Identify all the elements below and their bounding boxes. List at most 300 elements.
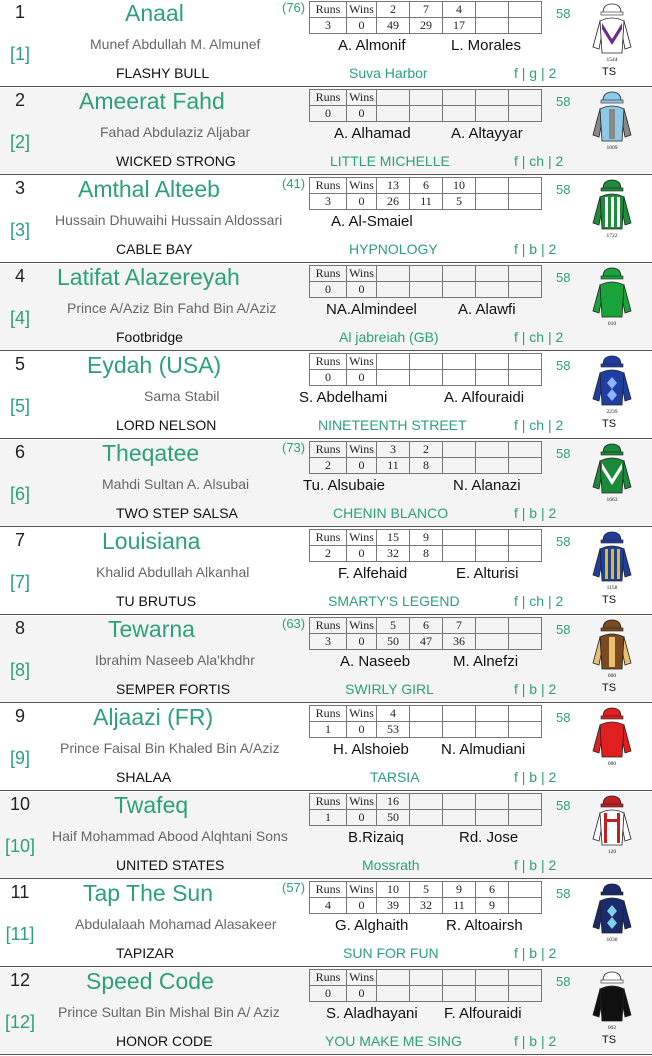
sire-name: Footbridge xyxy=(116,329,183,345)
horse-name[interactable]: Ameerat Fahd xyxy=(79,88,225,114)
stat-cell: 49 xyxy=(377,18,410,34)
stat-cell: 32 xyxy=(377,546,410,562)
draw-number: [8] xyxy=(9,660,30,680)
jockey-name[interactable]: A. Almonif xyxy=(338,37,406,54)
weight: 58 xyxy=(556,358,571,373)
jockey-silks-icon xyxy=(590,443,634,505)
jockey-silks-icon xyxy=(590,795,634,857)
jockey-name[interactable]: S. Aladhayani xyxy=(326,1005,418,1022)
horse-info: f | b | 2 xyxy=(514,857,557,873)
stat-cell xyxy=(443,530,476,546)
stat-cell xyxy=(476,90,509,106)
jockey-name[interactable]: F. Alfehaid xyxy=(338,565,408,582)
stat-cell: 8 xyxy=(410,546,443,562)
draw-number: [1] xyxy=(9,44,30,64)
stat-cell: 26 xyxy=(377,194,410,210)
stat-cell xyxy=(509,282,542,298)
sire-name: CABLE BAY xyxy=(116,241,193,257)
rating: (73) xyxy=(282,440,306,455)
weight: 58 xyxy=(556,6,571,21)
draw-number: [9] xyxy=(9,748,30,768)
stat-cell xyxy=(509,106,542,122)
runs-label: Runs xyxy=(310,2,347,18)
runs-value: 0 xyxy=(310,282,347,298)
runs-label: Runs xyxy=(310,706,347,722)
runs-value: 3 xyxy=(310,194,347,210)
silk-number: 1158 xyxy=(606,585,618,591)
ts-marker: TS xyxy=(602,1034,617,1046)
stat-cell xyxy=(443,706,476,722)
runner-card[interactable] xyxy=(0,528,652,615)
silk-number: 1030 xyxy=(606,937,618,943)
runner-card[interactable] xyxy=(0,704,652,791)
wins-label: Wins xyxy=(347,442,377,458)
trainer-name[interactable]: M. Alnefzi xyxy=(453,653,519,670)
runner-card[interactable] xyxy=(0,616,652,703)
stat-cell xyxy=(443,370,476,386)
stat-cell: 9 xyxy=(476,898,509,914)
ts-marker: TS xyxy=(602,418,617,430)
weight: 58 xyxy=(556,886,571,901)
stat-cell xyxy=(509,898,542,914)
form-table xyxy=(309,89,542,122)
runs-value: 1 xyxy=(310,722,347,738)
silk-number: 1009 xyxy=(606,145,618,151)
horse-name[interactable]: Eydah (USA) xyxy=(87,352,222,378)
stat-cell: 5 xyxy=(377,618,410,634)
stat-cell xyxy=(443,722,476,738)
horse-name[interactable]: Tap The Sun xyxy=(83,880,214,906)
stat-cell xyxy=(410,282,443,298)
horse-info: f | g | 2 xyxy=(514,65,557,81)
stat-cell: 32 xyxy=(410,898,443,914)
stat-cell: 4 xyxy=(443,2,476,18)
rating: (57) xyxy=(282,880,306,895)
rating: (41) xyxy=(282,176,306,191)
stat-cell xyxy=(509,194,542,210)
wins-label: Wins xyxy=(347,706,377,722)
runner-number: 6 xyxy=(14,442,25,462)
stat-cell xyxy=(509,266,542,282)
stat-cell xyxy=(377,970,410,986)
stat-cell xyxy=(509,882,542,898)
stat-cell: 8 xyxy=(410,458,443,474)
silk-number: 1663 xyxy=(606,497,618,503)
stat-cell: 17 xyxy=(443,18,476,34)
sire-name: SEMPER FORTIS xyxy=(116,681,231,697)
form-table xyxy=(309,177,542,210)
stat-cell xyxy=(509,530,542,546)
stat-cell xyxy=(476,18,509,34)
wins-value: 0 xyxy=(347,18,377,34)
jockey-silks-icon xyxy=(590,355,634,417)
horse-info: f | ch | 2 xyxy=(514,329,564,345)
stat-cell xyxy=(443,458,476,474)
runner-card[interactable] xyxy=(0,792,652,879)
horse-info: f | b | 2 xyxy=(514,241,557,257)
horse-info: f | ch | 2 xyxy=(514,417,564,433)
runs-value: 3 xyxy=(310,18,347,34)
runner-number: 7 xyxy=(14,530,25,550)
owner-name: Mahdi Sultan A. Alsubai xyxy=(102,476,250,492)
stat-cell: 6 xyxy=(476,882,509,898)
weight: 58 xyxy=(556,622,571,637)
owner-name: Abdulalaah Mohamad Alasakeer xyxy=(75,916,277,932)
stat-cell xyxy=(476,106,509,122)
jockey-name[interactable]: G. Alghaith xyxy=(335,917,409,934)
runs-label: Runs xyxy=(310,442,347,458)
stat-cell xyxy=(476,986,509,1002)
trainer-name[interactable]: N. Almudiani xyxy=(441,741,526,758)
weight: 58 xyxy=(556,446,571,461)
horse-info: f | b | 2 xyxy=(514,945,557,961)
jockey-name[interactable]: B.Rizaiq xyxy=(348,829,404,846)
draw-number: [11] xyxy=(5,924,35,944)
stat-cell xyxy=(476,458,509,474)
runner-number: 12 xyxy=(9,970,31,990)
horse-name[interactable]: Louisiana xyxy=(102,528,201,554)
runner-card[interactable] xyxy=(0,0,652,87)
trainer-name[interactable]: E. Alturisi xyxy=(456,565,519,582)
stat-cell xyxy=(410,986,443,1002)
wins-value: 0 xyxy=(347,546,377,562)
form-table xyxy=(309,529,542,562)
draw-number: [7] xyxy=(9,572,30,592)
runner-card[interactable] xyxy=(0,968,652,1055)
stat-cell xyxy=(509,634,542,650)
stat-cell xyxy=(410,106,443,122)
stat-cell: 5 xyxy=(410,882,443,898)
silk-number: 1544 xyxy=(606,57,618,63)
runs-value: 0 xyxy=(310,370,347,386)
horse-name[interactable]: Tewarna xyxy=(108,616,195,642)
stat-cell xyxy=(377,986,410,1002)
stat-cell xyxy=(476,354,509,370)
dam-name: YOU MAKE ME SING xyxy=(325,1033,462,1049)
stat-cell: 50 xyxy=(377,634,410,650)
dam-name: Al jabreiah (GB) xyxy=(339,329,439,345)
stat-cell: 50 xyxy=(377,810,410,826)
owner-name: Fahad Abdulaziz Aljabar xyxy=(100,124,251,140)
stat-cell xyxy=(509,970,542,986)
jockey-name[interactable]: S. Abdelhami xyxy=(299,389,388,406)
stat-cell: 9 xyxy=(410,530,443,546)
wins-label: Wins xyxy=(347,2,377,18)
weight: 58 xyxy=(556,798,571,813)
weight: 58 xyxy=(556,182,571,197)
silk-number: 2239 xyxy=(606,409,618,415)
horse-name[interactable]: Twafeq xyxy=(114,792,189,818)
stat-cell xyxy=(377,90,410,106)
trainer-name[interactable]: Rd. Jose xyxy=(459,829,519,846)
runs-label: Runs xyxy=(310,618,347,634)
trainer-name[interactable]: F. Alfouraidi xyxy=(444,1005,522,1022)
stat-cell: 39 xyxy=(377,898,410,914)
weight: 58 xyxy=(556,534,571,549)
stat-cell xyxy=(476,794,509,810)
horse-info: f | b | 2 xyxy=(514,1033,557,1049)
stat-cell xyxy=(410,810,443,826)
stat-cell: 6 xyxy=(410,618,443,634)
stat-cell xyxy=(509,178,542,194)
runner-number: 3 xyxy=(14,178,25,198)
silk-number: 010 xyxy=(607,321,617,327)
owner-name: Munef Abdullah M. Almunef xyxy=(90,36,261,52)
stat-cell xyxy=(443,106,476,122)
draw-number: [12] xyxy=(4,1012,36,1032)
stat-cell xyxy=(377,282,410,298)
stat-cell: 47 xyxy=(410,634,443,650)
form-table xyxy=(309,441,542,474)
runner-number: 1 xyxy=(14,2,25,22)
horse-name[interactable]: Speed Code xyxy=(86,968,214,994)
runs-value: 1 xyxy=(310,810,347,826)
dam-name: CHENIN BLANCO xyxy=(333,505,449,521)
sire-name: UNITED STATES xyxy=(116,857,225,873)
stat-cell xyxy=(443,810,476,826)
stat-cell xyxy=(476,530,509,546)
dam-name: SMARTY'S LEGEND xyxy=(328,593,460,609)
stat-cell: 29 xyxy=(410,18,443,34)
draw-number: [10] xyxy=(4,836,36,856)
jockey-silks-icon xyxy=(590,531,634,593)
jockey-name[interactable]: Tu. Alsubaie xyxy=(303,477,385,494)
horse-name[interactable]: Amthal Alteeb xyxy=(78,176,220,202)
runner-number: 2 xyxy=(14,90,25,110)
wins-value: 0 xyxy=(347,634,377,650)
stat-cell xyxy=(443,986,476,1002)
horse-info: f | b | 2 xyxy=(514,505,557,521)
runner-card[interactable] xyxy=(0,880,652,967)
stat-cell xyxy=(509,458,542,474)
weight: 58 xyxy=(556,270,571,285)
horse-info: f | b | 2 xyxy=(514,681,557,697)
silk-number: 1722 xyxy=(606,233,618,239)
weight: 58 xyxy=(556,94,571,109)
runs-label: Runs xyxy=(310,354,347,370)
ts-marker: TS xyxy=(602,66,617,78)
owner-name: Prince A/Aziz Bin Fahd Bin A/Aziz xyxy=(67,300,277,316)
stat-cell: 6 xyxy=(410,178,443,194)
stat-cell xyxy=(476,970,509,986)
trainer-name[interactable]: R. Altoairsh xyxy=(446,917,523,934)
wins-value: 0 xyxy=(347,282,377,298)
runs-value: 3 xyxy=(310,634,347,650)
form-table xyxy=(309,617,542,650)
form-table xyxy=(309,265,542,298)
stat-cell xyxy=(443,90,476,106)
runs-label: Runs xyxy=(310,970,347,986)
stat-cell xyxy=(476,442,509,458)
stat-cell xyxy=(509,810,542,826)
wins-value: 0 xyxy=(347,106,377,122)
runs-label: Runs xyxy=(310,178,347,194)
stat-cell xyxy=(476,266,509,282)
runner-number: 8 xyxy=(14,618,25,638)
wins-value: 0 xyxy=(347,722,377,738)
stat-cell xyxy=(410,90,443,106)
dam-name: Mossrath xyxy=(362,857,420,873)
stat-cell xyxy=(476,282,509,298)
horse-name[interactable]: Aljaazi (FR) xyxy=(93,704,214,730)
runner-number: 11 xyxy=(10,882,30,902)
form-table xyxy=(309,793,542,826)
jockey-name[interactable]: A. Al-Smaiel xyxy=(331,213,413,230)
wins-value: 0 xyxy=(347,370,377,386)
stat-cell xyxy=(509,90,542,106)
owner-name: Haif Mohammad Abood Alqhtani Sons xyxy=(52,828,288,844)
form-table xyxy=(309,881,542,914)
stat-cell xyxy=(410,706,443,722)
wins-label: Wins xyxy=(347,618,377,634)
runner-number: 10 xyxy=(9,794,31,814)
runs-label: Runs xyxy=(310,266,347,282)
runs-value: 0 xyxy=(310,986,347,1002)
owner-name: Sama Stabil xyxy=(144,388,220,404)
stat-cell xyxy=(443,354,476,370)
runs-value: 2 xyxy=(310,546,347,562)
runs-label: Runs xyxy=(310,90,347,106)
sire-name: TWO STEP SALSA xyxy=(116,505,238,521)
stat-cell xyxy=(476,194,509,210)
jockey-silks-icon xyxy=(590,707,634,769)
sire-name: TU BRUTUS xyxy=(116,593,197,609)
form-table xyxy=(309,1,542,34)
silk-number: 000 xyxy=(607,673,617,679)
trainer-name[interactable]: N. Alanazi xyxy=(453,477,521,494)
runner-card[interactable] xyxy=(0,88,652,175)
stat-cell xyxy=(509,794,542,810)
stat-cell: 36 xyxy=(443,634,476,650)
stat-cell xyxy=(476,370,509,386)
stat-cell: 7 xyxy=(443,618,476,634)
stat-cell xyxy=(443,282,476,298)
stat-cell xyxy=(509,442,542,458)
stat-cell: 2 xyxy=(377,2,410,18)
runner-card[interactable] xyxy=(0,264,652,351)
sire-name: FLASHY BULL xyxy=(116,65,210,81)
horse-name[interactable]: Anaal xyxy=(125,0,184,26)
stat-cell: 4 xyxy=(377,706,410,722)
jockey-silks-icon xyxy=(590,179,634,241)
sire-name: SHALAA xyxy=(116,769,172,785)
horse-name[interactable]: Theqatee xyxy=(102,440,200,466)
runs-value: 0 xyxy=(310,106,347,122)
ts-marker: TS xyxy=(602,594,617,606)
stat-cell xyxy=(509,18,542,34)
ts-marker: TS xyxy=(602,682,617,694)
stat-cell: 7 xyxy=(410,2,443,18)
jockey-name[interactable]: A. Naseeb xyxy=(340,653,411,670)
weight: 58 xyxy=(556,974,571,989)
jockey-silks-icon xyxy=(590,619,634,681)
wins-label: Wins xyxy=(347,354,377,370)
sire-name: HONOR CODE xyxy=(116,1033,213,1049)
stat-cell xyxy=(377,370,410,386)
trainer-name[interactable]: L. Morales xyxy=(451,37,522,54)
stat-cell xyxy=(476,2,509,18)
trainer-name[interactable]: A. Alawfi xyxy=(458,301,516,318)
stat-cell: 10 xyxy=(377,882,410,898)
stat-cell: 10 xyxy=(443,178,476,194)
stat-cell xyxy=(476,546,509,562)
weight: 58 xyxy=(556,710,571,725)
form-table xyxy=(309,705,542,738)
stat-cell xyxy=(410,970,443,986)
wins-label: Wins xyxy=(347,970,377,986)
runner-card[interactable] xyxy=(0,352,652,439)
stat-cell: 16 xyxy=(377,794,410,810)
silk-number: 000 xyxy=(607,761,617,767)
draw-number: [6] xyxy=(9,484,30,504)
stat-cell xyxy=(509,722,542,738)
wins-value: 0 xyxy=(347,986,377,1002)
dam-name: TARSIA xyxy=(370,769,420,785)
jockey-name[interactable]: NA.Almindeel xyxy=(326,301,417,318)
dam-name: LITTLE MICHELLE xyxy=(330,153,450,169)
owner-name: Prince Sultan Bin Mishal Bin A/ Aziz xyxy=(58,1004,280,1020)
jockey-name[interactable]: H. Alshoieb xyxy=(333,741,409,758)
runner-card[interactable] xyxy=(0,176,652,263)
horse-name[interactable]: Latifat Alazereyah xyxy=(57,264,240,290)
stat-cell: 53 xyxy=(377,722,410,738)
owner-name: Prince Faisal Bin Khaled Bin A/Aziz xyxy=(60,740,280,756)
sire-name: LORD NELSON xyxy=(116,417,217,433)
trainer-name[interactable]: A. Altayyar xyxy=(451,125,523,142)
draw-number: [3] xyxy=(9,220,30,240)
jockey-name[interactable]: A. Alhamad xyxy=(334,125,411,142)
stat-cell xyxy=(509,986,542,1002)
horse-info: f | b | 2 xyxy=(514,769,557,785)
stat-cell xyxy=(476,706,509,722)
stat-cell xyxy=(476,178,509,194)
wins-label: Wins xyxy=(347,178,377,194)
wins-label: Wins xyxy=(347,882,377,898)
sire-name: WICKED STRONG xyxy=(116,153,236,169)
runs-label: Runs xyxy=(310,794,347,810)
draw-number: [4] xyxy=(9,308,30,328)
stat-cell: 13 xyxy=(377,178,410,194)
stat-cell xyxy=(509,706,542,722)
form-table xyxy=(309,353,542,386)
stat-cell: 11 xyxy=(410,194,443,210)
runner-card[interactable] xyxy=(0,440,652,527)
silk-number: 002 xyxy=(607,1025,617,1031)
stat-cell xyxy=(476,618,509,634)
draw-number: [5] xyxy=(9,396,30,416)
runner-number: 9 xyxy=(14,706,25,726)
runs-label: Runs xyxy=(310,882,347,898)
jockey-silks-icon xyxy=(590,3,634,65)
stat-cell xyxy=(509,370,542,386)
owner-name: Khalid Abdullah Alkanhal xyxy=(96,564,250,580)
stat-cell xyxy=(509,354,542,370)
rating: (76) xyxy=(282,0,306,15)
owner-name: Hussain Dhuwaihi Hussain Aldossari xyxy=(55,212,283,228)
trainer-name[interactable]: A. Alfouraidi xyxy=(444,389,525,406)
dam-name: Suva Harbor xyxy=(349,65,428,81)
jockey-silks-icon xyxy=(590,91,634,153)
stat-cell xyxy=(476,810,509,826)
wins-label: Wins xyxy=(347,530,377,546)
stat-cell xyxy=(443,442,476,458)
stat-cell xyxy=(377,354,410,370)
wins-value: 0 xyxy=(347,194,377,210)
stat-cell: 5 xyxy=(443,194,476,210)
stat-cell: 3 xyxy=(377,442,410,458)
stat-cell xyxy=(476,634,509,650)
stat-cell xyxy=(410,722,443,738)
